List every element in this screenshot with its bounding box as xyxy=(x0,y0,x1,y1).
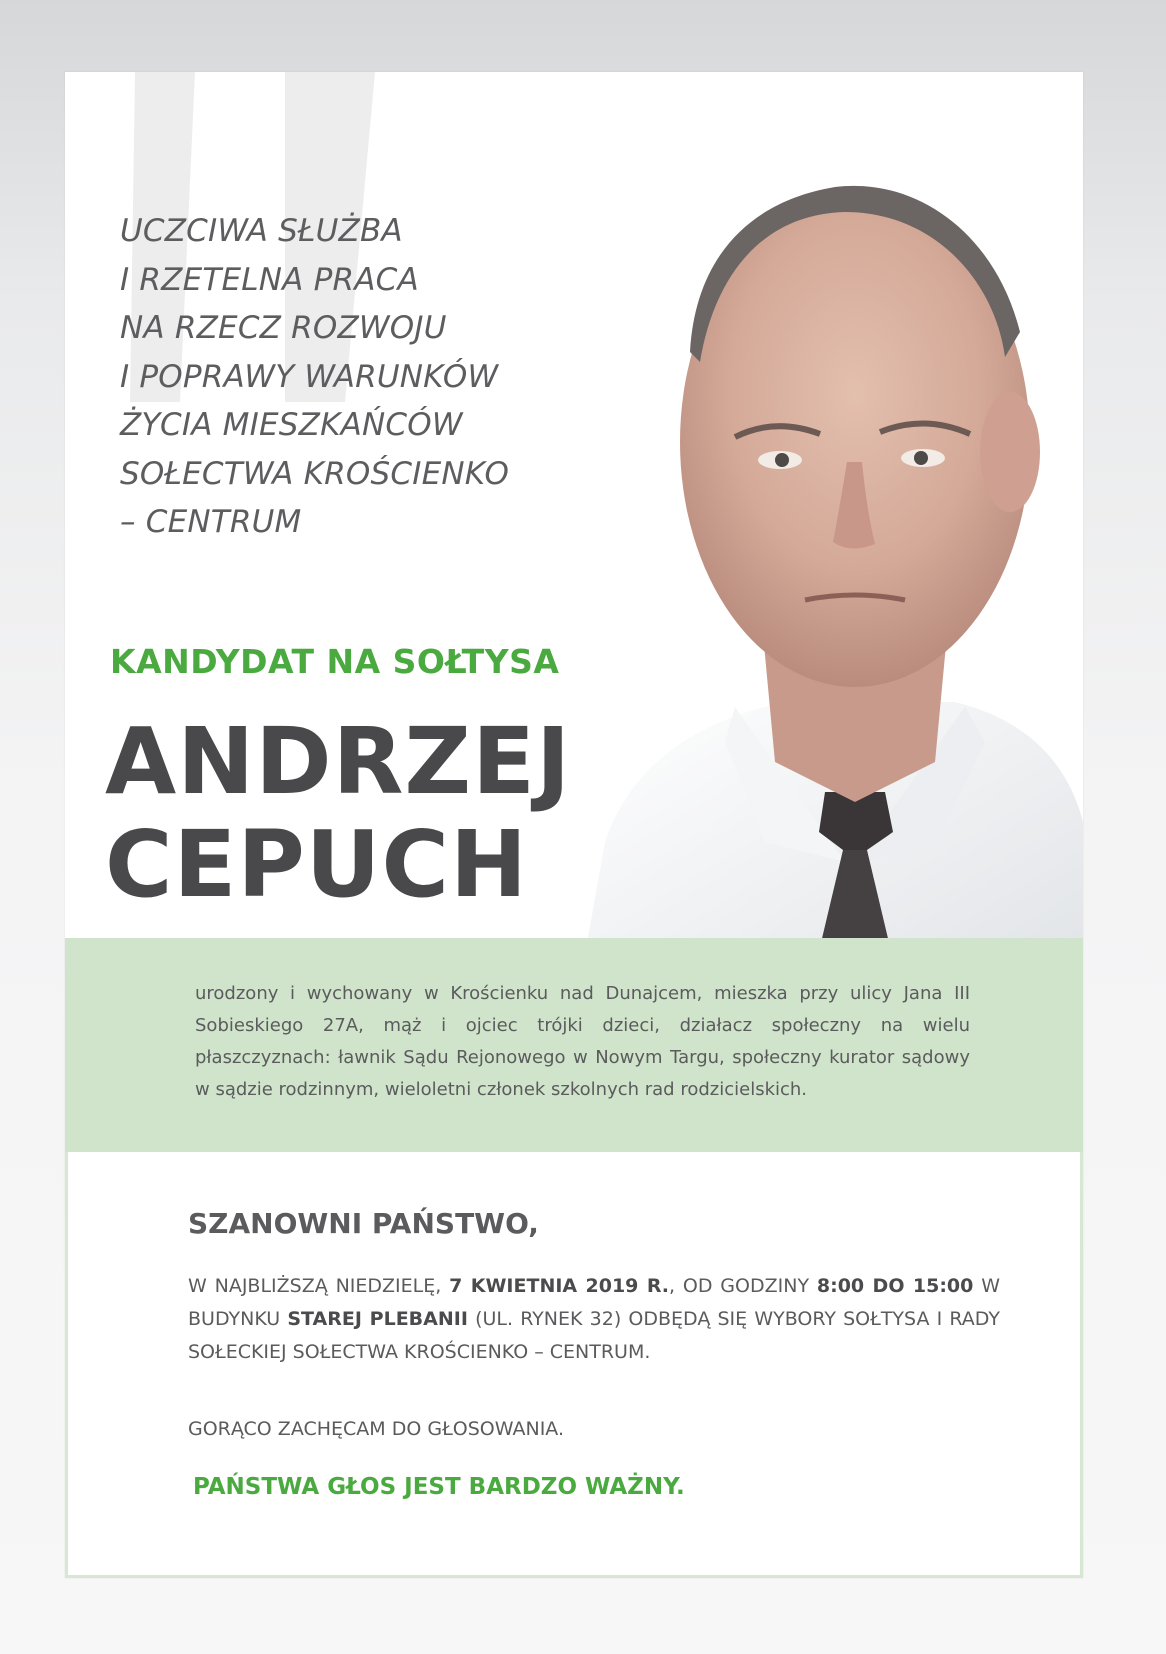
slogan xyxy=(120,207,509,547)
slogan-line: I RZETELNA PRACA xyxy=(120,261,419,298)
slogan-line: SOŁECTWA KROŚCIENKO xyxy=(120,455,510,492)
info-text: W BUDYNKU xyxy=(188,1275,1000,1330)
bio-band xyxy=(65,938,1083,1152)
candidate-photo xyxy=(575,142,1083,1010)
announcement-section xyxy=(65,1152,1083,1578)
slogan-line: NA RZECZ ROZWOJU xyxy=(120,310,447,346)
leaflet-card xyxy=(65,72,1083,1578)
vote-important-text: PAŃSTWA GŁOS JEST BARDZO WAŻNY. xyxy=(193,1474,685,1500)
election-hours: 8:00 DO 15:00 xyxy=(816,1275,974,1297)
greeting: SZANOWNI PAŃSTWO, xyxy=(188,1207,539,1240)
election-info xyxy=(188,1270,1000,1369)
info-text: W NAJBLIŻSZĄ NIEDZIELĘ, xyxy=(188,1275,450,1297)
candidate-label: KANDYDAT NA SOŁTYSA xyxy=(110,642,560,681)
encourage-text: GORĄCO ZACHĘCAM DO GŁOSOWANIA. xyxy=(188,1418,565,1440)
candidate-first-name: ANDRZEJ xyxy=(105,708,572,815)
candidate-bio: urodzony i wychowany w Krościenku nad Dunajcem, mieszka przy ulicy Jana III Sobieskiego 27A, mąż i ojciec trójki dzieci, działacz społeczny na wielu płaszczyznach: ławnik Sądu Rejonowego w Nowym Targu, społeczny kurator sądowy w sądzie rodzinnym, wieloletni członek szkolnych rad rodzicielskich. xyxy=(195,983,970,1100)
election-venue: STAREJ PLEBANII xyxy=(287,1308,468,1330)
slogan-line: I POPRAWY WARUNKÓW xyxy=(120,358,499,395)
candidate-last-name: CEPUCH xyxy=(105,811,529,918)
info-text: (UL. RYNEK 32) ODBĘDĄ SIĘ WYBORY SOŁTYSA I RADY SOŁECKIEJ SOŁECTWA KROŚCIENKO – CENTRUM. xyxy=(188,1308,1001,1363)
slogan-line: ŻYCIA MIESZKAŃCÓW xyxy=(120,407,463,443)
election-date: 7 KWIETNIA 2019 R. xyxy=(449,1275,670,1297)
slogan-line: UCZCIWA SŁUŻBA xyxy=(120,213,403,249)
info-text: , OD GODZINY xyxy=(669,1275,817,1297)
slogan-line: – CENTRUM xyxy=(120,504,302,540)
